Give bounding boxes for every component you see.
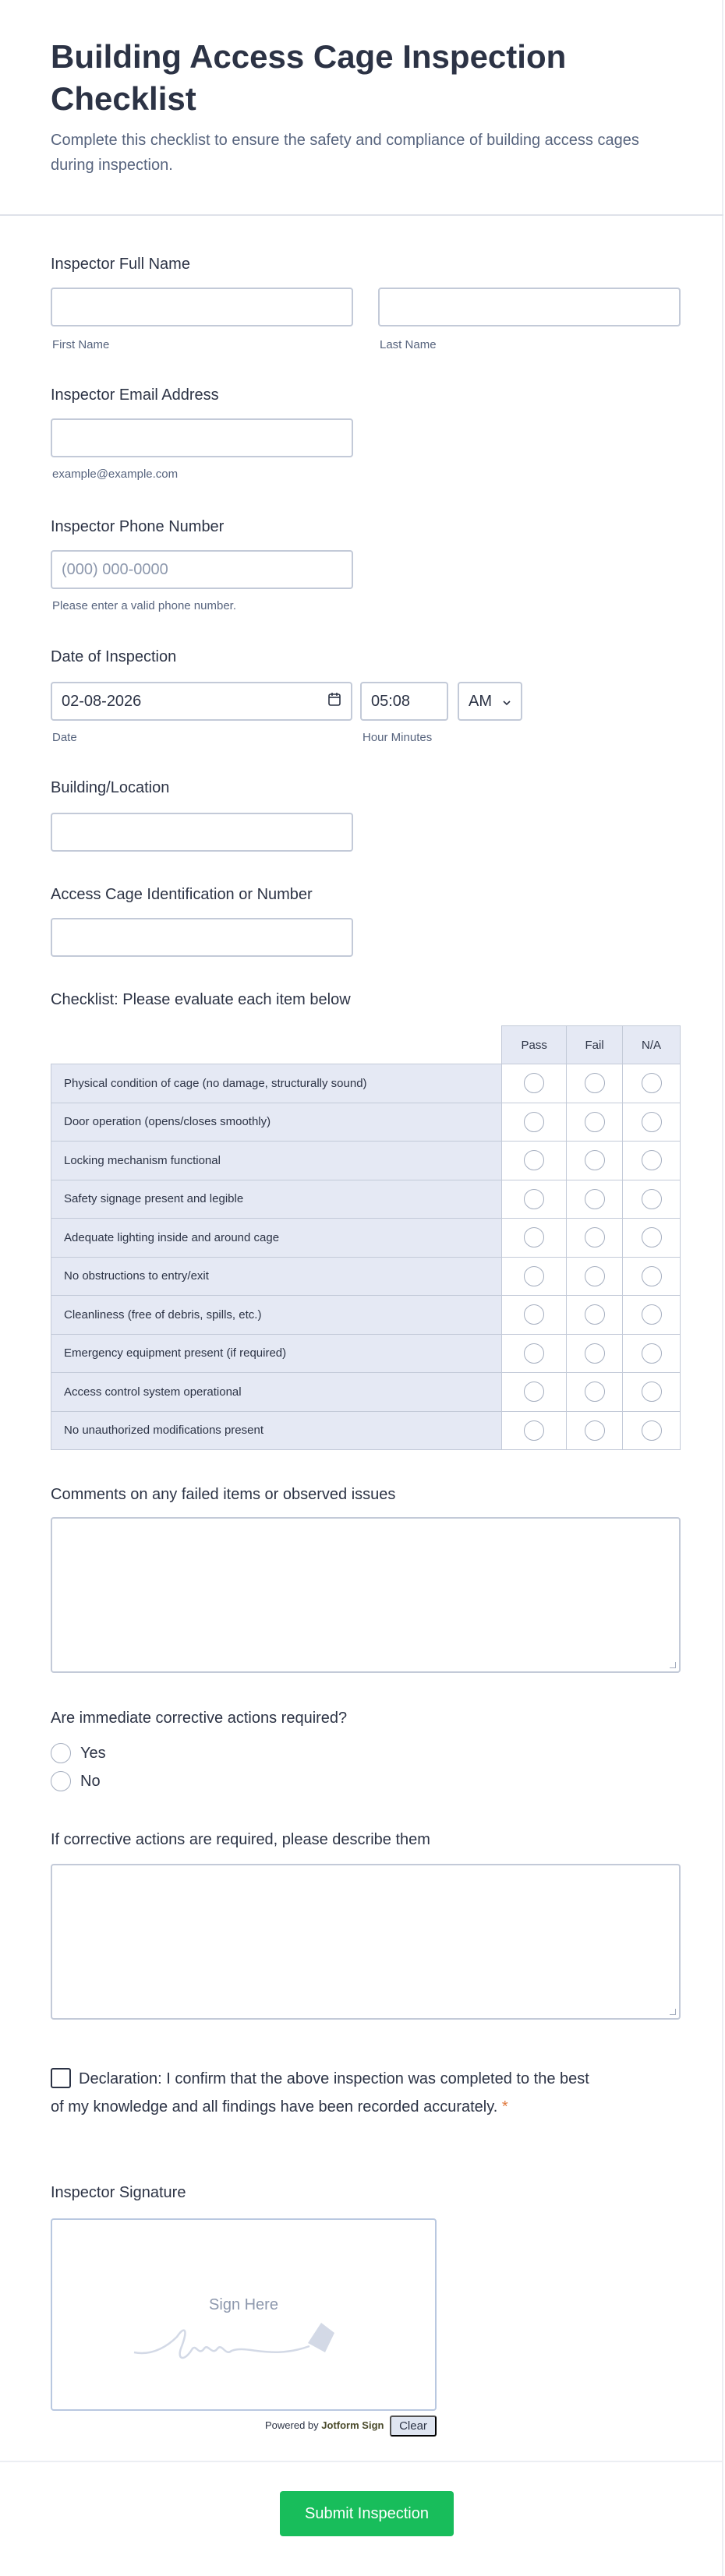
radio-pass[interactable] (524, 1382, 544, 1402)
radio-pass[interactable] (524, 1343, 544, 1364)
radio-fail[interactable] (585, 1382, 605, 1402)
corrective-label: Are immediate corrective actions required? (51, 1710, 348, 1727)
resize-handle[interactable] (670, 2009, 676, 2015)
radio-fail[interactable] (585, 1150, 605, 1170)
option-no[interactable] (51, 1771, 101, 1791)
checklist-label: Checklist: Please evaluate each item below (51, 991, 351, 1008)
cell-fail (567, 1411, 623, 1450)
cell-fail (567, 1373, 623, 1412)
matrix-row-label: Access control system operational (51, 1373, 502, 1412)
first-name-sublabel: First Name (52, 338, 110, 351)
radio-pass[interactable] (524, 1304, 544, 1325)
matrix-row (51, 1103, 681, 1142)
cell-pass (502, 1064, 567, 1103)
clear-signature-button[interactable]: Clear (390, 2415, 437, 2437)
radio-fail[interactable] (585, 1112, 605, 1132)
powered-by-text: Powered by (265, 2419, 319, 2431)
matrix-row-label: No unauthorized modifications present (51, 1411, 502, 1450)
email-input[interactable] (51, 418, 353, 457)
cell-fail (567, 1296, 623, 1335)
column-pass: Pass (502, 1026, 567, 1064)
option-yes[interactable] (51, 1743, 106, 1763)
describe-label: If corrective actions are required, please describe them (51, 1831, 430, 1848)
radio-fail[interactable] (585, 1304, 605, 1325)
building-label: Building/Location (51, 779, 170, 796)
matrix-row (51, 1373, 681, 1412)
date-input[interactable] (51, 682, 352, 721)
radio-pass[interactable] (524, 1420, 544, 1441)
first-name-input[interactable] (51, 288, 353, 326)
radio-pass[interactable] (524, 1266, 544, 1286)
radio-na[interactable] (642, 1073, 662, 1093)
cell-pass (502, 1257, 567, 1296)
column-na: N/A (623, 1026, 681, 1064)
cell-pass (502, 1180, 567, 1219)
resize-handle[interactable] (670, 1662, 676, 1668)
cell-na (623, 1103, 681, 1142)
matrix-row-label: No obstructions to entry/exit (51, 1257, 502, 1296)
radio-na[interactable] (642, 1304, 662, 1325)
matrix-row-label: Cleanliness (free of debris, spills, etc.) (51, 1296, 502, 1335)
radio-no[interactable] (51, 1771, 71, 1791)
signature-pen-icon (130, 2313, 356, 2376)
matrix-row-label: Adequate lighting inside and around cage (51, 1219, 502, 1258)
matrix-row-label: Door operation (opens/closes smoothly) (51, 1103, 502, 1142)
cell-fail (567, 1180, 623, 1219)
building-input[interactable] (51, 813, 353, 852)
radio-fail[interactable] (585, 1189, 605, 1209)
last-name-input[interactable] (378, 288, 681, 326)
option-yes-label: Yes (80, 1744, 106, 1762)
cell-na (623, 1064, 681, 1103)
matrix-row (51, 1296, 681, 1335)
powered-by (265, 2419, 384, 2431)
cell-fail (567, 1257, 623, 1296)
cage-id-label: Access Cage Identification or Number (51, 886, 313, 903)
date-label: Date of Inspection (51, 648, 177, 665)
ampm-value: AM (469, 692, 492, 710)
phone-sublabel: Please enter a valid phone number. (52, 599, 236, 612)
page-title: Building Access Cage Inspection Checklist (51, 38, 567, 117)
cell-fail (567, 1142, 623, 1180)
date-value: 02-08-2026 (62, 692, 142, 710)
jotform-sign-brand: Jotform Sign (321, 2419, 384, 2431)
cell-pass (502, 1103, 567, 1142)
radio-fail[interactable] (585, 1073, 605, 1093)
cell-fail (567, 1064, 623, 1103)
cell-na (623, 1373, 681, 1412)
cell-na (623, 1257, 681, 1296)
matrix-row (51, 1257, 681, 1296)
radio-na[interactable] (642, 1189, 662, 1209)
matrix-row (51, 1180, 681, 1219)
date-sublabel: Date (52, 731, 77, 744)
cell-fail (567, 1334, 623, 1373)
time-input[interactable]: 05:08 (360, 682, 448, 721)
cell-fail (567, 1219, 623, 1258)
radio-pass[interactable] (524, 1073, 544, 1093)
phone-input[interactable] (51, 550, 353, 589)
cell-na (623, 1334, 681, 1373)
declaration-text: Declaration: I confirm that the above inspection was completed to the best of my knowledge and all findings have been recorded accurately. (51, 2070, 589, 2115)
cage-id-input[interactable] (51, 918, 353, 957)
declaration-checkbox[interactable] (51, 2068, 71, 2088)
declaration (51, 2065, 596, 2121)
matrix-row-label: Locking mechanism functional (51, 1142, 502, 1180)
cell-pass (502, 1142, 567, 1180)
matrix-row (51, 1411, 681, 1450)
comments-label: Comments on any failed items or observed issues (51, 1486, 396, 1503)
radio-fail[interactable] (585, 1266, 605, 1286)
email-label: Inspector Email Address (51, 386, 219, 404)
matrix-row-label: Emergency equipment present (if required) (51, 1334, 502, 1373)
signature-label: Inspector Signature (51, 2184, 186, 2201)
matrix-row-label: Physical condition of cage (no damage, structurally sound) (51, 1064, 502, 1103)
email-sublabel: example@example.com (52, 468, 179, 481)
required-asterisk: * (501, 2098, 508, 2115)
radio-pass[interactable] (524, 1150, 544, 1170)
radio-pass[interactable] (524, 1227, 544, 1247)
calendar-icon[interactable] (327, 691, 341, 711)
matrix-row (51, 1142, 681, 1180)
cell-pass (502, 1334, 567, 1373)
matrix-corner (51, 1026, 502, 1064)
radio-na[interactable] (642, 1382, 662, 1402)
cell-pass (502, 1411, 567, 1450)
cell-na (623, 1411, 681, 1450)
signature-pad[interactable] (51, 2218, 437, 2411)
last-name-sublabel: Last Name (380, 338, 437, 351)
matrix-row (51, 1064, 681, 1103)
sign-here-text: Sign Here (209, 2296, 278, 2313)
radio-na[interactable] (642, 1266, 662, 1286)
full-name-label: Inspector Full Name (51, 256, 190, 273)
cell-fail (567, 1103, 623, 1142)
radio-na[interactable] (642, 1420, 662, 1441)
cell-na (623, 1180, 681, 1219)
describe-textarea[interactable] (51, 1864, 681, 2020)
checklist-matrix (51, 1025, 681, 1450)
radio-pass[interactable] (524, 1189, 544, 1209)
radio-pass[interactable] (524, 1112, 544, 1132)
page-subtitle: Complete this checklist to ensure the safety and compliance of building access cages during inspection. (51, 132, 639, 174)
cell-na (623, 1296, 681, 1335)
radio-na[interactable] (642, 1343, 662, 1364)
cell-na (623, 1219, 681, 1258)
cell-na (623, 1142, 681, 1180)
matrix-row-label: Safety signage present and legible (51, 1180, 502, 1219)
radio-fail[interactable] (585, 1343, 605, 1364)
phone-placeholder: (000) 000-0000 (62, 560, 168, 578)
phone-label: Inspector Phone Number (51, 518, 225, 535)
matrix-row (51, 1219, 681, 1258)
cell-pass (502, 1219, 567, 1258)
option-no-label: No (80, 1772, 101, 1790)
comments-textarea[interactable] (51, 1517, 681, 1673)
radio-na[interactable] (642, 1227, 662, 1247)
cell-pass (502, 1296, 567, 1335)
radio-yes[interactable] (51, 1743, 71, 1763)
matrix-row (51, 1334, 681, 1373)
radio-na[interactable] (642, 1150, 662, 1170)
cell-pass (502, 1373, 567, 1412)
ampm-select[interactable] (458, 682, 522, 721)
radio-fail[interactable] (585, 1227, 605, 1247)
radio-fail[interactable] (585, 1420, 605, 1441)
footer-divider (0, 2461, 723, 2462)
radio-na[interactable] (642, 1112, 662, 1132)
time-sublabel: Hour Minutes (362, 731, 433, 744)
divider (0, 214, 723, 216)
chevron-down-icon (502, 693, 511, 711)
column-fail: Fail (567, 1026, 623, 1064)
submit-button[interactable]: Submit Inspection (280, 2491, 454, 2536)
